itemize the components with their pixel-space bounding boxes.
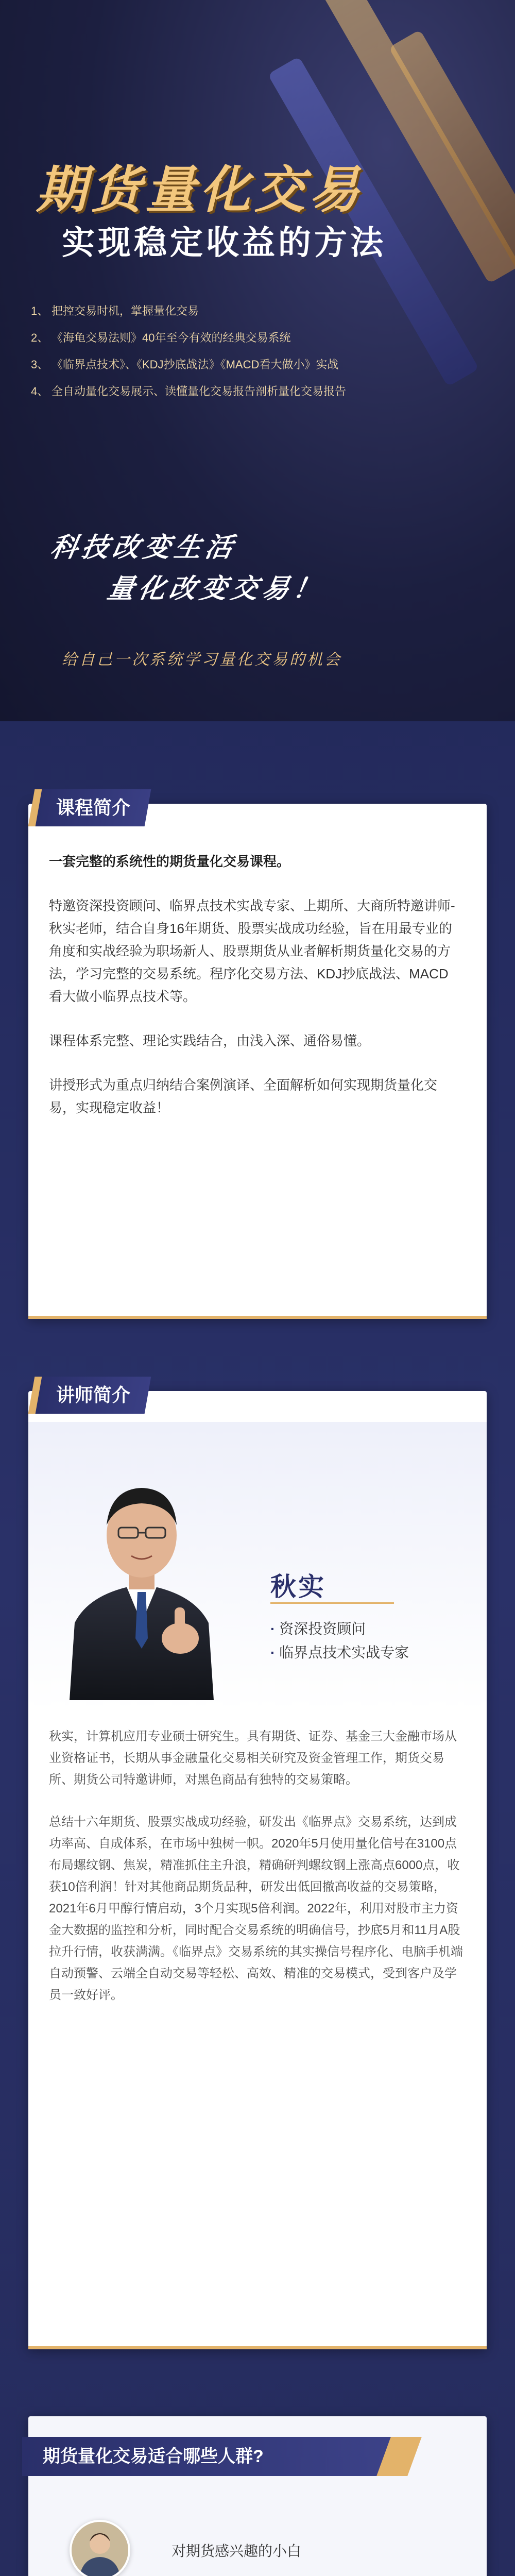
- bio-paragraph: 总结十六年期货、股票实战成功经验，研发出《临界点》交易系统，达到成功率高、自成体系，在市场中独树一帜。2020年5月使用量化信号在3100点布局螺纹钢、焦炭，精准抓住主升浪，精确研判螺纹钢上涨高点6000点，收获10倍利润！针对其他商品期货品种，研发出低回撤高收益的交易策略，2021年6月甲醇行情启动，3个月实现5倍利润。2022年，利用对股市主力资金大数据的监控和分析，同时配合交易系统的明确信号，抄底5月和11月A股拉升行情，收获满满。《临界点》交易系统的其实操信号程序化、电脑手机端自动预警、云端全自动交易等轻松、高效、精准的交易模式，受到客户及学员一致好评。: [49, 1815, 463, 2002]
- intro-bold-line: 一套完整的系统性的期货量化交易课程。: [49, 854, 290, 869]
- hero-points: [31, 304, 474, 411]
- teacher-title: · 临界点技术实战专家: [270, 1641, 409, 1662]
- hero-point: 1、 把控交易时机，掌握量化交易: [31, 304, 199, 317]
- teacher-name: 秋实: [270, 1572, 326, 1601]
- intro-paragraph: 讲授形式为重点归纳结合案例演译、全面解析如何实现期货量化交易，实现稳定收益！: [49, 1077, 438, 1115]
- teacher-intro-card: [28, 1384, 487, 2349]
- audience-label: 对期货感兴趣的小白: [171, 2543, 302, 2559]
- audience-item: [70, 2519, 301, 2576]
- teacher-title: · 资深投资顾问: [270, 1618, 366, 1638]
- audience-heading: 期货量化交易适合哪些人群?: [22, 2437, 393, 2476]
- audience-card: [28, 2416, 487, 2576]
- bio-paragraph: 秋实，计算机应用专业硕士研究生。具有期货、证券、基金三大金融市场从业资格证书，长期从事金融量化交易相关研究及资金管理工作，期货交易所、期货公司特邀讲师，对黑色商品有独特的交易策略。: [49, 1730, 457, 1787]
- slogan-subtitle: 给自己一次系统学习量化交易的机会: [62, 651, 342, 669]
- divider: [28, 1316, 487, 1319]
- hero-banner: [0, 0, 515, 721]
- hero-subtitle: 实现稳定收益的方法: [62, 224, 386, 261]
- hero-point: 2、 《海龟交易法则》40年至今有效的经典交易系统: [31, 331, 291, 344]
- divider: [270, 1602, 394, 1604]
- teacher-photo: [59, 1453, 224, 1700]
- hero-title: 期货量化交易: [36, 161, 364, 218]
- hero-point: 3、 《临界点技术》、《KDJ抄底战法》《MACD看大做小》实战: [31, 358, 339, 371]
- hero-point: 4、 全自动量化交易展示、读懂量化交易报告剖析量化交易报告: [31, 385, 347, 398]
- avatar: [70, 2520, 130, 2576]
- slogan-line-1: 科技改变生活: [48, 532, 239, 563]
- teacher-bio: [49, 1726, 466, 2027]
- course-intro-heading: 课程简介: [36, 789, 151, 826]
- course-intro-card: [28, 797, 487, 1319]
- course-intro-body: [49, 850, 461, 1141]
- slogan-line-2: 量化改变交易！: [105, 573, 327, 604]
- divider: [28, 2346, 487, 2349]
- intro-paragraph: 特邀资深投资顾问、临界点技术实战专家、上期所、大商所特邀讲师-秋实老师，结合自身16年期货、股票实战成功经验，旨在用最专业的角度和实战经验为职场新人、股票期货从业者解析期货量化交易的方法，学习完整的交易系统。程序化交易方法、KDJ抄底战法、MACD看大做小临界点技术等。: [49, 898, 455, 1004]
- teacher-intro-heading: 讲师简介: [36, 1377, 151, 1414]
- intro-paragraph: 课程体系完整、理论实践结合，由浅入深、通俗易懂。: [49, 1033, 371, 1048]
